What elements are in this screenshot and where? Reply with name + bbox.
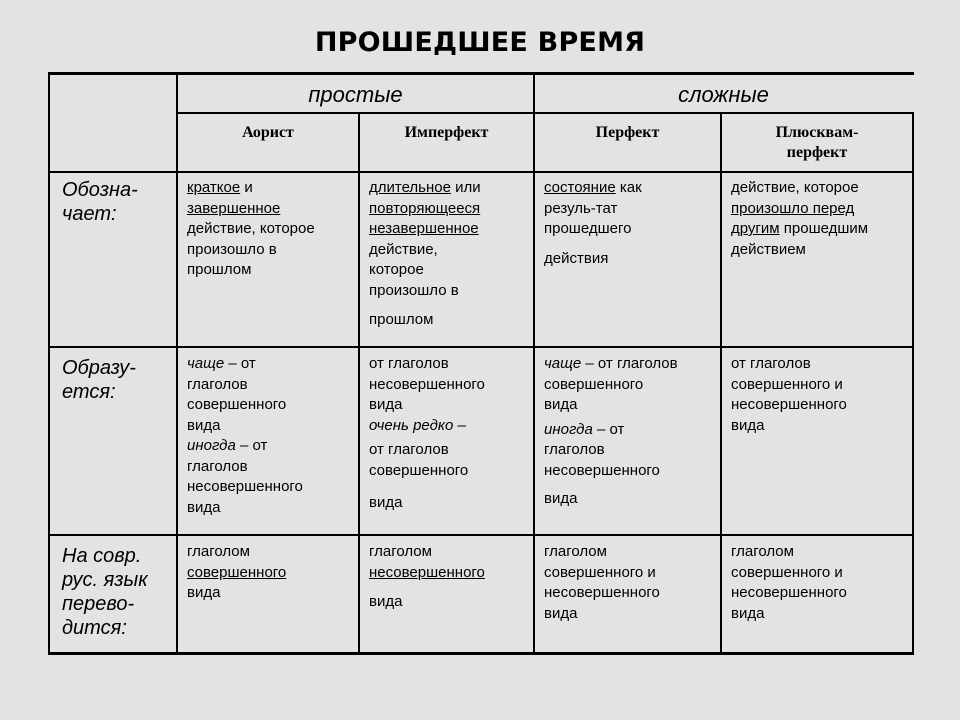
cell-meaning-aorist: краткое и завершенное действие, которое произошло в прошлом bbox=[187, 179, 315, 278]
cell-meaning-imperfect: длительное или повторяющееся незавершенное действие, которое произошло в прошлом bbox=[369, 179, 481, 328]
cell-meaning-perfect: состояние как резуль-тат прошедшего действия bbox=[544, 179, 642, 267]
cell-formation-imperfect: от глаголов несовершенного вида очень редко – от глаголов совершенного вида bbox=[369, 355, 485, 511]
col-divider-0 bbox=[176, 72, 178, 655]
cell-translation-perfect: глаголом совершенного и несовершенного вида bbox=[544, 543, 660, 622]
cell-formation-perfect: чаще – от глаголов совершенного вида иногда – от глаголов несовершенного вида bbox=[544, 355, 678, 507]
cell-formation-aorist: чаще – от глаголов совершенного вида иногда – от глаголов несовершенного вида bbox=[187, 355, 303, 516]
group-divider bbox=[177, 112, 914, 114]
cell-translation-aorist: глаголом совершенного вида bbox=[187, 543, 287, 601]
cell-formation-pluperfect: от глаголов совершенного и несовершенного вида bbox=[731, 355, 847, 434]
column-header-perfect: Перфект bbox=[595, 124, 660, 141]
row-header-translation: На совр. рус. язык перево- дится: bbox=[62, 545, 148, 639]
column-header-imperfect: Имперфект bbox=[404, 124, 489, 141]
group-header-simple: простые bbox=[308, 82, 403, 107]
col-divider-3 bbox=[720, 112, 722, 655]
page-title: ПРОШЕДШЕЕ ВРЕМЯ bbox=[314, 27, 646, 58]
row-header-formation: Образу- ется: bbox=[62, 357, 136, 403]
column-header-aorist: Аорист bbox=[242, 124, 294, 141]
col-divider-2 bbox=[533, 72, 535, 655]
column-header-pluperfect: Плюсквам- перфект bbox=[775, 124, 859, 161]
group-header-complex: сложные bbox=[678, 82, 769, 107]
cell-translation-pluperfect: глаголом совершенного и несовершенного вида bbox=[731, 543, 847, 622]
col-divider-1 bbox=[358, 112, 360, 655]
row-header-meaning: Обозна- чает: bbox=[62, 179, 138, 225]
table-right-border bbox=[912, 112, 914, 655]
table-left-border bbox=[48, 72, 50, 655]
cell-translation-imperfect: глаголом несовершенного вида bbox=[369, 543, 485, 610]
cell-meaning-pluperfect: действие, которое произошло перед другим прошедшим действием bbox=[731, 179, 869, 258]
